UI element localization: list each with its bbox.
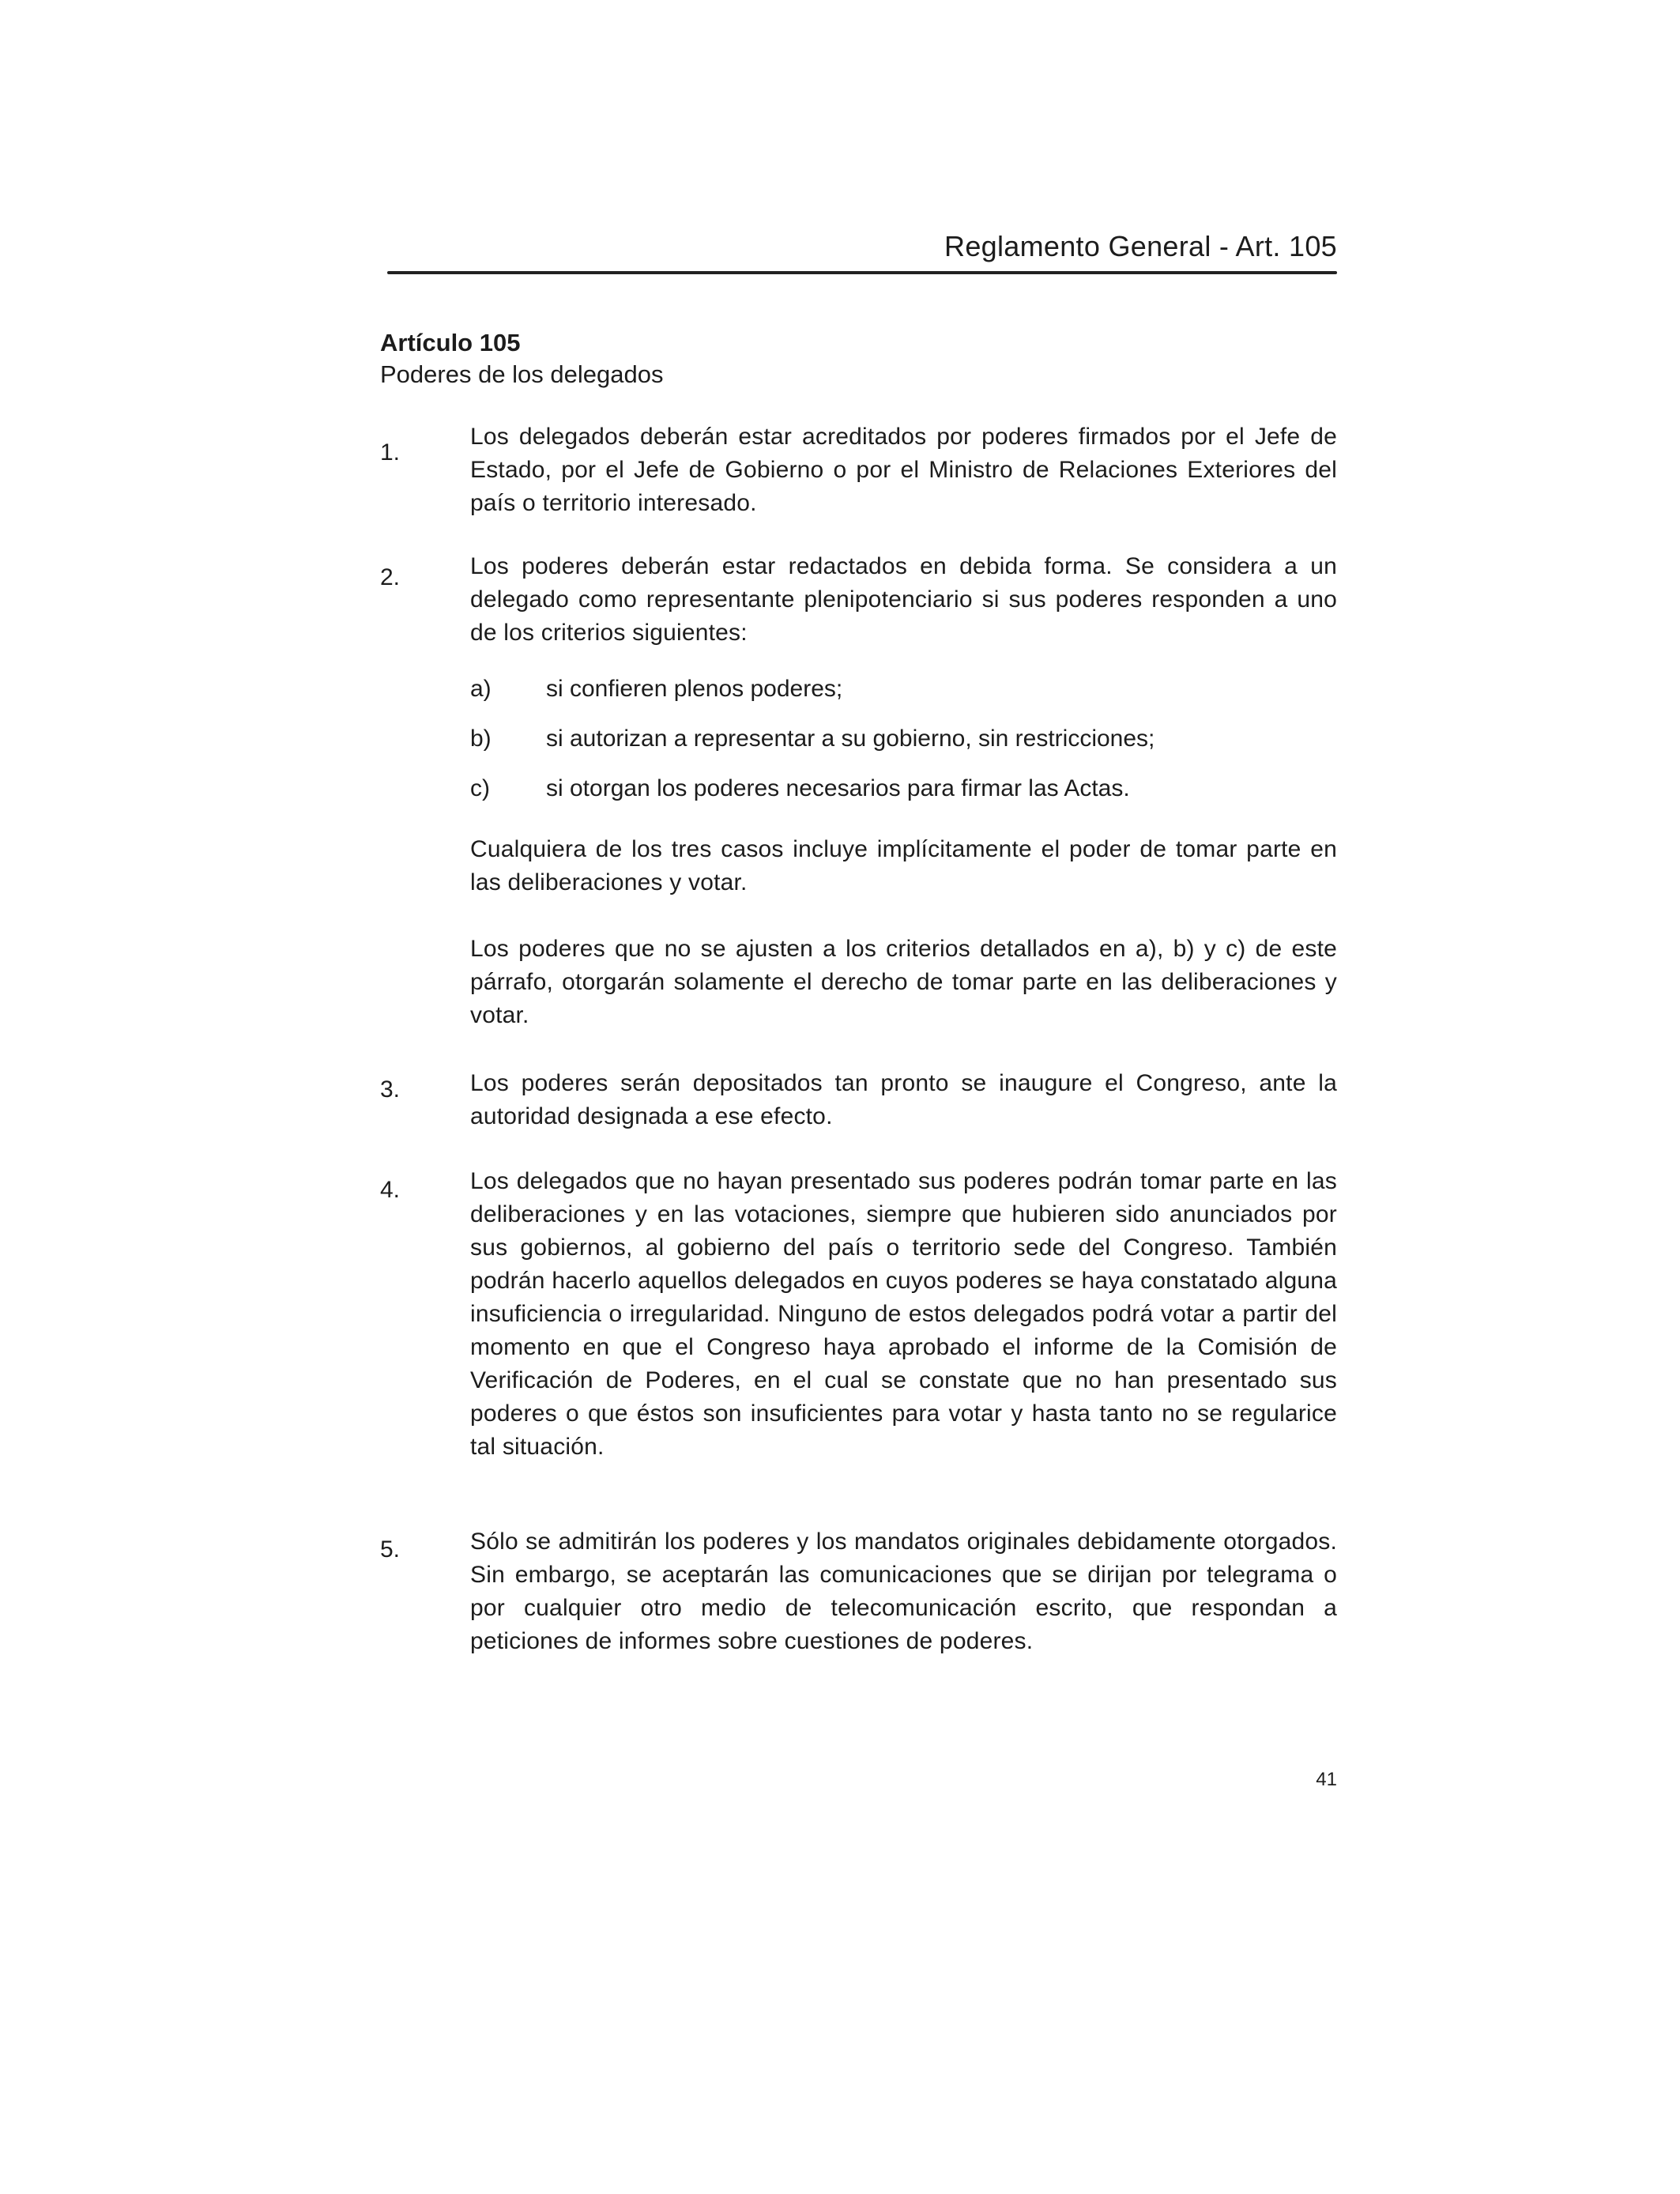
- item-number-3: 3.: [380, 1076, 401, 1103]
- item-2-paragraph-2: Los poderes que no se ajusten a los criterios detallados en a), b) y c) de este párrafo, otorgarán solamente el derecho de tomar parte en las deliberaciones y votar.: [470, 936, 1337, 1028]
- header-rule: [387, 271, 1337, 274]
- subitem-letter-a: a): [470, 676, 492, 702]
- item-number-2: 2.: [380, 564, 401, 590]
- item-number-1: 1.: [380, 439, 401, 466]
- item-number-5: 5.: [380, 1536, 401, 1563]
- page-number: 41: [1316, 1769, 1337, 1790]
- item-2-paragraph-1: Cualquiera de los tres casos incluye implícitamente el poder de tomar parte en las deliberaciones y votar.: [470, 836, 1337, 895]
- item-number-4: 4.: [380, 1177, 401, 1203]
- article-subtitle: Poderes de los delegados: [380, 360, 664, 388]
- item-text-4: Los delegados que no hayan presentado sus poderes podrán tomar parte en las deliberaciones y en las votaciones, siempre que hubieren sido anunciados por sus gobiernos, al gobierno del país o territorio sede del Congreso. También podrán hacerlo aquellos delegados en cuyos poderes se haya constatado alguna insuficiencia o irregularidad. Ninguno de estos delegados podrá votar a partir del momento en que el Congreso haya aprobado el informe de la Comisión de Verificación de Poderes, en el cual se constate que no han presentado sus poderes o que éstos son insuficientes para votar y hasta tanto no se regularice tal situación.: [470, 1168, 1337, 1460]
- item-text-3: Los poderes serán depositados tan pronto se inaugure el Congreso, ante la autoridad designada a ese efecto.: [470, 1070, 1337, 1129]
- subitem-letter-b: b): [470, 726, 492, 752]
- subitem-letter-c: c): [470, 775, 490, 801]
- subitem-text-a: si confieren plenos poderes;: [546, 676, 843, 702]
- article-title: Artículo 105: [380, 329, 521, 356]
- item-text-2: Los poderes deberán estar redactados en debida forma. Se considera a un delegado como representante plenipotenciario si sus poderes responden a uno de los criterios siguientes:: [470, 553, 1337, 646]
- subitem-text-b: si autorizan a representar a su gobierno, sin restricciones;: [546, 726, 1155, 752]
- item-text-5: Sólo se admitirán los poderes y los mandatos originales debidamente otorgados. Sin embargo, se aceptarán las comunicaciones que se dirijan por telegrama o por cualquier otro medio de telecomunicación escrito, que respondan a peticiones de informes sobre cuestiones de poderes.: [470, 1529, 1337, 1654]
- running-header: Reglamento General - Art. 105: [944, 230, 1337, 262]
- subitem-text-c: si otorgan los poderes necesarios para firmar las Actas.: [546, 775, 1130, 801]
- item-text-1: Los delegados deberán estar acreditados por poderes firmados por el Jefe de Estado, por el Jefe de Gobierno o por el Ministro de Relaciones Exteriores del país o territorio interesado.: [470, 424, 1337, 516]
